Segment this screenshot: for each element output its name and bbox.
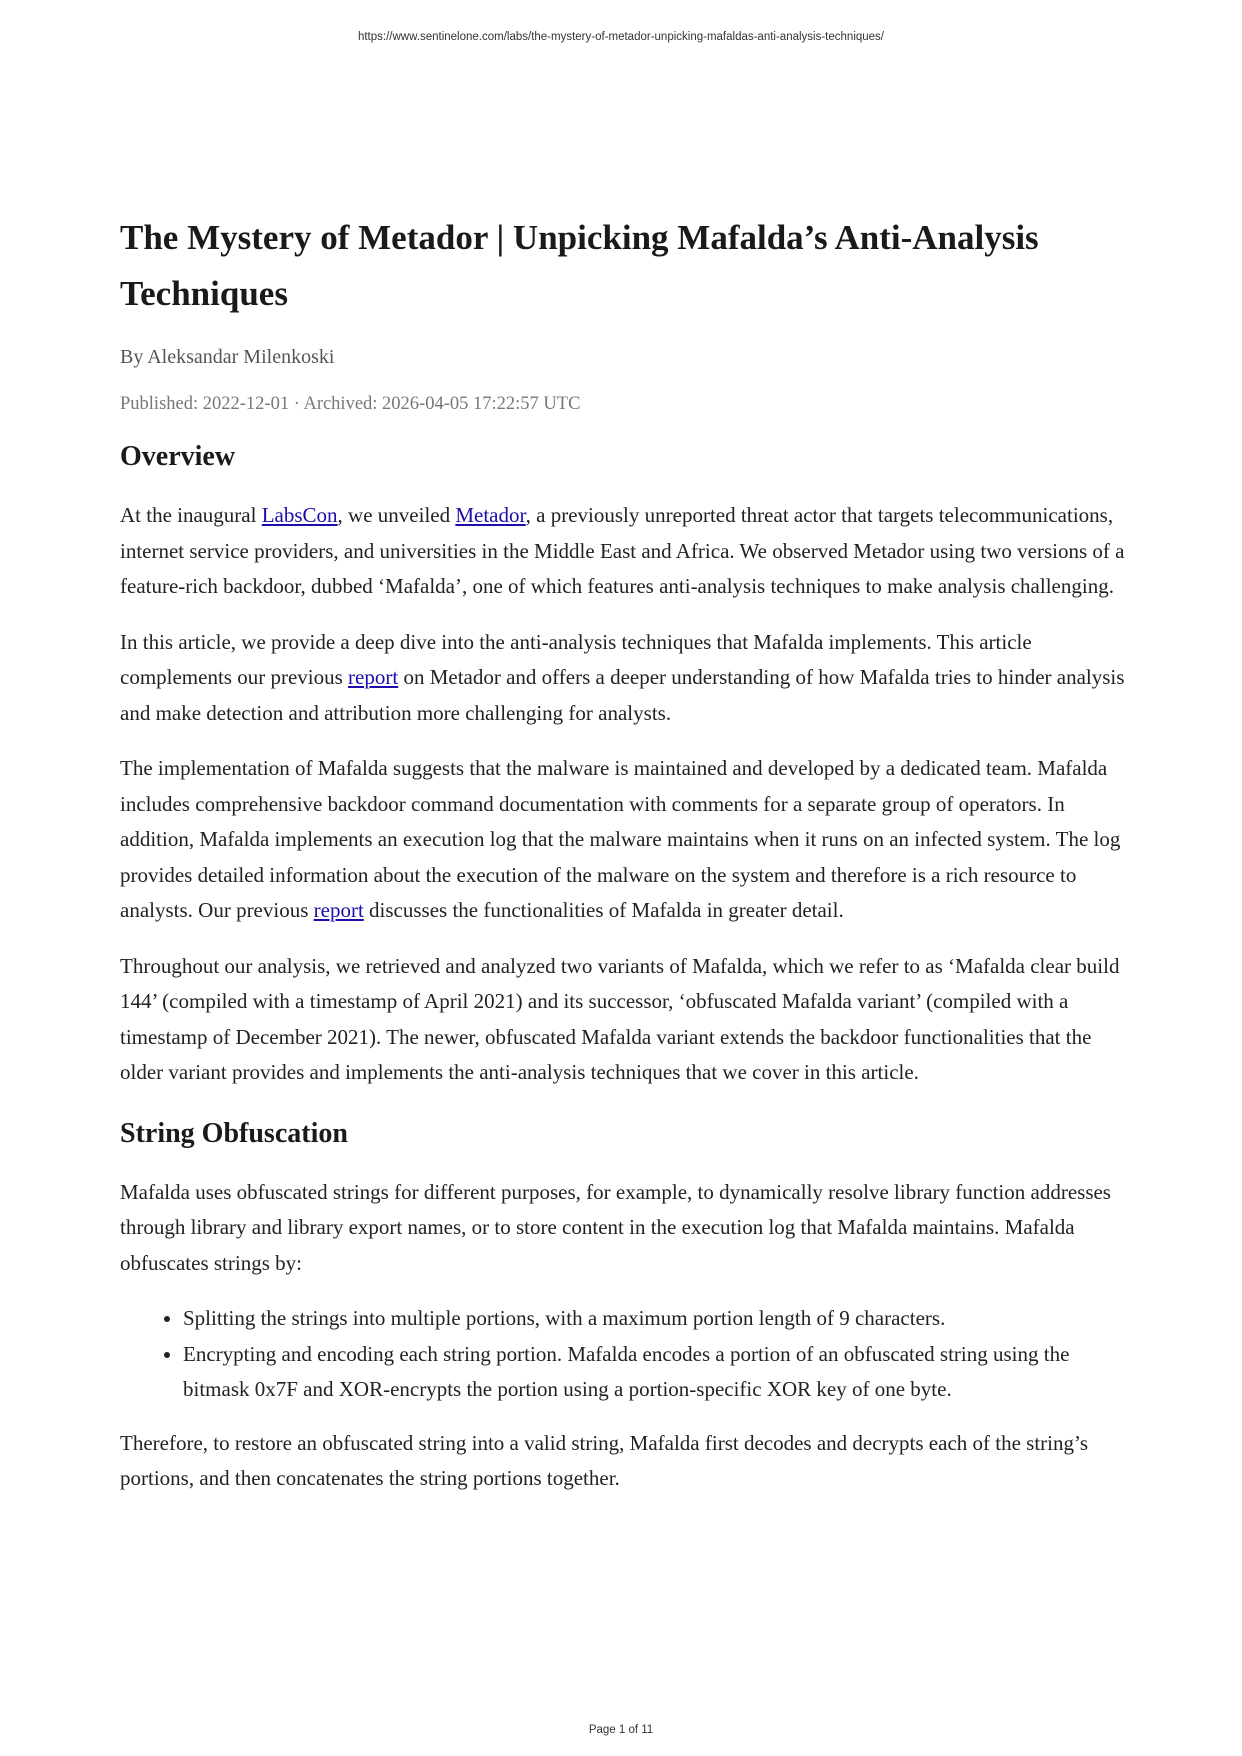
list-item: • Encrypting and encoding each string portion. Mafalda encodes a portion of an obfuscated string using the bitmask 0x7F and XOR-encrypts the portion using a portion-specific XOR key of one byte. (183, 1337, 1130, 1408)
labscon-link[interactable]: LabsCon (261, 503, 338, 527)
text-run: In this article, we provide a deep dive into the anti-analysis techniques that Mafalda implements. This article complements our previous (120, 629, 1032, 689)
overview-paragraph-1 (120, 498, 1130, 605)
text-run: on Metador and offers a deeper understanding of how Mafalda tries to hinder analysis and make detection and attribution more challenging for analysts. (120, 665, 1125, 725)
section-heading-string-obfuscation: String Obfuscation (120, 1117, 348, 1149)
article-title: The Mystery of Metador | Unpicking Mafalda’s Anti-Analysis Techniques (120, 218, 1039, 313)
overview-paragraph-3 (120, 751, 1130, 929)
obfuscation-steps-list (120, 1301, 1130, 1408)
text-run: At the inaugural (120, 503, 262, 527)
list-item: • Splitting the strings into multiple portions, with a maximum portion length of 9 characters. (183, 1301, 1130, 1337)
page-url-header: https://www.sentinelone.com/labs/the-mystery-of-metador-unpicking-mafaldas-anti-analysis-techniques/ (357, 31, 885, 43)
overview-paragraph-4: Throughout our analysis, we retrieved and analyzed two variants of Mafalda, which we refer to as ‘Mafalda clear build 144’ (compiled with a timestamp of April 2021) and its successor, ‘obfuscated Mafalda variant’ (compiled with a timestamp of December 2021). The newer, obfuscated Mafalda variant extends the backdoor functionalities that the older variant provides and implements the anti-analysis techniques that we cover in this article. (120, 953, 1120, 1084)
article-meta: Published: 2022-12-01 · Archived: 2026-04-05 17:22:57 UTC (120, 394, 581, 414)
overview-paragraph-2 (120, 625, 1130, 732)
string-obfuscation-paragraph-2: Therefore, to restore an obfuscated string into a valid string, Mafalda first decodes and decrypts each of the string’s portions, and then concatenates the string portions together. (120, 1430, 1089, 1490)
text-run: , a previously unreported threat actor that targets telecommunications, internet service providers, and universities in the Middle East and Africa. We observed Metador using two versions of a feature-rich backdoor, dubbed ‘Mafalda’, one of which features anti-analysis techniques to make analysis challenging. (120, 503, 1125, 598)
text-run: , we unveiled (337, 503, 456, 527)
text-run: discusses the functionalities of Mafalda in greater detail. (363, 898, 844, 922)
string-obfuscation-paragraph-1: Mafalda uses obfuscated strings for different purposes, for example, to dynamically resolve library function addresses through library and library export names, or to store content in the execution log that Mafalda maintains. Mafalda obfuscates strings by: (120, 1179, 1111, 1275)
metador-link[interactable]: Metador (455, 503, 526, 527)
text-run: The implementation of Mafalda suggests that the malware is maintained and developed by a dedicated team. Mafalda includes comprehensive backdoor command documentation with comments for a separate group of operators. In addition, Mafalda implements an execution log that the malware maintains when it runs on an infected system. The log provides detailed information about the execution of the malware on the system and therefore is a rich resource to analysts. Our previous (120, 756, 1121, 922)
article (120, 210, 1130, 1497)
section-heading-overview: Overview (120, 441, 236, 472)
page-number: Page 1 of 11 (588, 1724, 654, 1736)
report-link-2[interactable]: report (313, 898, 364, 922)
article-byline: By Aleksandar Milenkoski (120, 346, 335, 368)
report-link[interactable]: report (348, 665, 399, 689)
